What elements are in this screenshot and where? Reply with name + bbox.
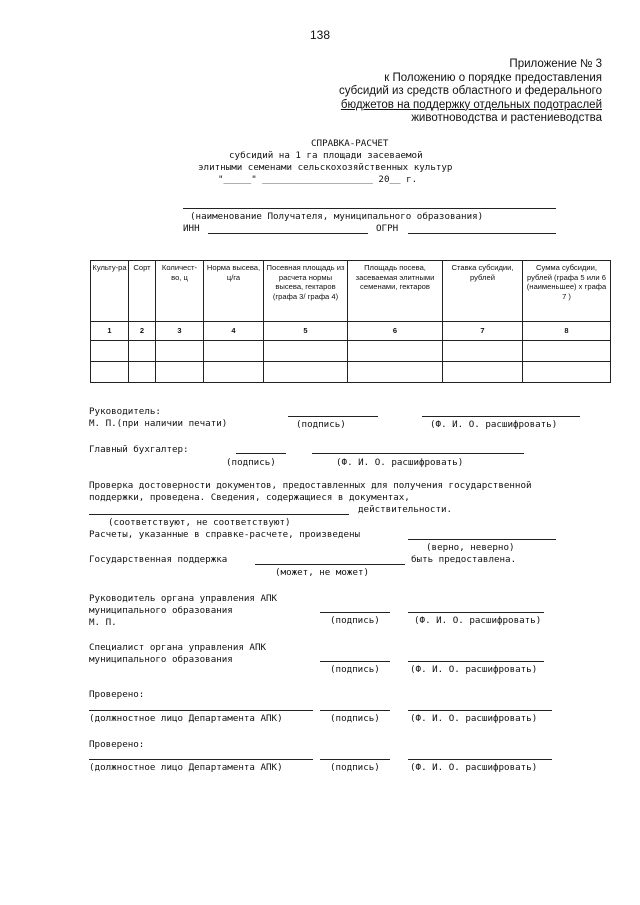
table-cell[interactable] [204, 341, 264, 362]
table-cell[interactable] [443, 362, 523, 383]
table-cell[interactable] [348, 362, 443, 383]
recipient-caption: (наименование Получателя, муниципального образования) [190, 211, 484, 222]
official-caption: (должностное лицо Департамента АПК) [89, 713, 283, 724]
checked-signature-field[interactable] [320, 710, 390, 711]
column-number: 6 [348, 322, 443, 341]
table-cell[interactable] [129, 362, 156, 383]
table-cell[interactable] [264, 362, 348, 383]
name-caption: (Ф. И. О. расшифровать) [430, 419, 558, 430]
column-number: 1 [91, 322, 129, 341]
inn-field[interactable] [208, 233, 368, 234]
support-caption: (может, не может) [275, 567, 370, 578]
ogrn-label: ОГРН [376, 223, 399, 234]
title-line: субсидий на 1 га площади засеваемой [229, 150, 423, 161]
appendix-line: животноводства и растениеводства [411, 112, 602, 125]
column-header: Сумма субсидии, рублей (графа 5 или 6 (наименьшее) х графа 7 ) [523, 261, 611, 322]
checked-official-field[interactable] [89, 759, 313, 760]
inn-label: ИНН [183, 223, 200, 234]
column-number: 5 [264, 322, 348, 341]
checked-official-field[interactable] [89, 710, 313, 711]
name-caption: (Ф. И. О. расшифровать) [410, 713, 538, 724]
chief-accountant-label: Главный бухгалтер: [89, 444, 189, 455]
table-row [91, 362, 611, 383]
table-cell[interactable] [523, 362, 611, 383]
column-number: 2 [129, 322, 156, 341]
column-number: 4 [204, 322, 264, 341]
table-cell[interactable] [443, 341, 523, 362]
name-caption: (Ф. И. О. расшифровать) [410, 664, 538, 675]
support-field[interactable] [255, 564, 405, 565]
ogrn-field[interactable] [408, 233, 556, 234]
appendix-line: бюджетов на поддержку отдельных подотраслей [340, 98, 602, 111]
verification-text: действительности. [358, 504, 453, 515]
table-cell[interactable] [129, 341, 156, 362]
head-signature-field[interactable] [288, 416, 378, 417]
checked-label: Проверено: [89, 689, 145, 700]
recipient-name-field[interactable] [183, 208, 556, 209]
calculation-caption: (верно, неверно) [426, 542, 515, 553]
verification-text: Проверка достоверности документов, предоставленных для получения государственной [89, 480, 532, 491]
column-header: Сорт [129, 261, 156, 322]
column-header: Посевная площадь из расчета нормы высева, гектаров (графа 3/ графа 4) [264, 261, 348, 322]
verification-text: поддержки, проведена. Сведения, содержащиеся в документах, [89, 492, 410, 503]
signature-caption: (подпись) [330, 664, 380, 675]
date-line: "_____" ____________________ 20__ г. [218, 174, 418, 185]
official-caption: (должностное лицо Департамента АПК) [89, 762, 283, 773]
table-cell[interactable] [91, 362, 129, 383]
table-cell[interactable] [91, 341, 129, 362]
document-title: СПРАВКА-РАСЧЕТ [311, 138, 389, 149]
appendix-block [272, 58, 602, 126]
accountant-name-field[interactable] [312, 453, 524, 454]
head-name-field[interactable] [422, 416, 580, 417]
apk-specialist-label: муниципального образования [89, 654, 233, 665]
name-caption: (Ф. И. О. расшифровать) [336, 457, 464, 468]
signature-caption: (подпись) [330, 762, 380, 773]
apk-head-signature-field[interactable] [320, 612, 390, 613]
appendix-line: к Положению о порядке предоставления [384, 71, 602, 84]
calculation-text: Расчеты, указанные в справке-расчете, произведены [89, 529, 361, 540]
table-cell[interactable] [204, 362, 264, 383]
table-cell[interactable] [264, 341, 348, 362]
column-number: 3 [156, 322, 204, 341]
signature-caption: (подпись) [330, 713, 380, 724]
column-number-row [91, 322, 611, 341]
appendix-line: Приложение № 3 [509, 58, 602, 70]
calculation-field[interactable] [408, 539, 556, 540]
table-cell[interactable] [348, 341, 443, 362]
table-header-row [91, 261, 611, 322]
apk-head-label: Руководитель органа управления АПК [89, 593, 278, 604]
name-caption: (Ф. И. О. расшифровать) [414, 615, 542, 626]
signature-caption: (подпись) [330, 615, 380, 626]
column-header: Ставка субсидии, рублей [443, 261, 523, 322]
checked-signature-field[interactable] [320, 759, 390, 760]
checked-name-field[interactable] [408, 710, 552, 711]
support-suffix: быть предоставлена. [411, 554, 517, 565]
table-cell[interactable] [156, 362, 204, 383]
column-number: 7 [443, 322, 523, 341]
support-label: Государственная поддержка [89, 554, 228, 565]
table-cell[interactable] [156, 341, 204, 362]
apk-specialist-label: Специалист органа управления АПК [89, 642, 267, 653]
seal-label: М. П.(при наличии печати) [89, 418, 228, 429]
column-header: Норма высева, ц/га [204, 261, 264, 322]
title-line: элитными семенами сельскохозяйственных культур [198, 162, 453, 173]
name-caption: (Ф. И. О. расшифровать) [410, 762, 538, 773]
table-row [91, 341, 611, 362]
head-label: Руководитель: [89, 406, 161, 417]
apk-specialist-name-field[interactable] [408, 661, 544, 662]
apk-head-label: муниципального образования [89, 605, 233, 616]
conformity-field[interactable] [89, 514, 349, 515]
accountant-signature-field[interactable] [236, 453, 286, 454]
page-number: 138 [309, 28, 331, 42]
column-header: Площадь посева, засеваемая элитными семенами, гектаров [348, 261, 443, 322]
checked-name-field[interactable] [408, 759, 552, 760]
apk-specialist-signature-field[interactable] [320, 661, 390, 662]
column-number: 8 [523, 322, 611, 341]
column-header: Культу-ра [91, 261, 129, 322]
seal-label: М. П. [89, 617, 117, 628]
appendix-line: субсидий из средств областного и федерального [338, 85, 602, 98]
conformity-caption: (соответствуют, не соответствуют) [108, 517, 291, 528]
table-cell[interactable] [523, 341, 611, 362]
signature-caption: (подпись) [296, 419, 346, 430]
column-header: Количест-во, ц [156, 261, 204, 322]
checked-label: Проверено: [89, 739, 145, 750]
apk-head-name-field[interactable] [408, 612, 544, 613]
subsidy-table [90, 260, 611, 383]
signature-caption: (подпись) [226, 457, 276, 468]
